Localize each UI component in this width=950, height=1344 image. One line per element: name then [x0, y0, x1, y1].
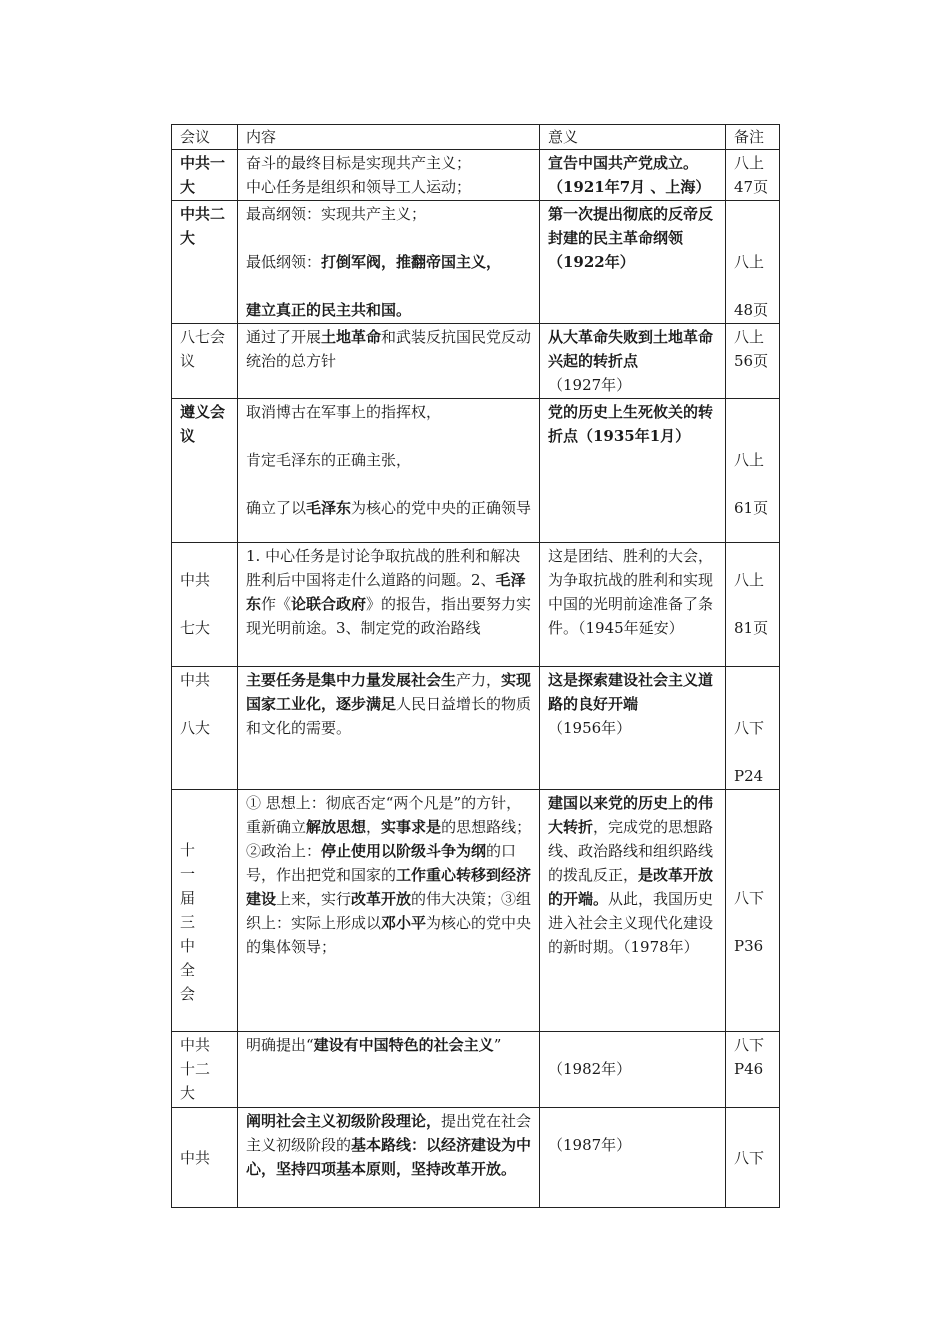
content-text: 的伟大决策；③组织上：实际上形成以 — [246, 890, 532, 932]
content-cell — [238, 150, 540, 201]
content-text: 1. 中心任务是讨论争取抗战的胜利和解决胜利后中国将走什么道路的问题。2、 — [246, 547, 521, 589]
content-line: 肯定毛泽东的正确主张， — [246, 451, 412, 469]
table-row — [172, 667, 780, 790]
content-text: 的思想路线；②政治上： — [246, 818, 532, 860]
meeting-cell — [172, 667, 238, 790]
notes-cell — [726, 1108, 780, 1208]
significance-year: （1982年） — [548, 1060, 632, 1078]
note-line: 八上 — [734, 451, 765, 469]
note-line: 56页 — [734, 352, 769, 370]
header-meeting: 会议 — [172, 125, 238, 150]
significance-text: ，完成党的思想路线、政治路线和组织路线的拨乱反正， — [548, 818, 714, 884]
meeting-cell — [172, 543, 238, 667]
table-row — [172, 150, 780, 201]
content-emphasis: 改革开放 — [351, 890, 412, 908]
significance-cell: 宣告中国共产党成立。（1921年7月 、上海） — [540, 150, 726, 201]
content-emphasis: 实事求是 — [381, 818, 442, 836]
content-line: 最高纲领：实现共产主义； — [246, 205, 427, 223]
content-emphasis: 基本路线 — [351, 1136, 412, 1154]
content-text: 》的报告，指出要努力实现光明前途。3、制定党的政治路线 — [246, 595, 532, 637]
content-emphasis: 毛泽东 — [246, 571, 526, 613]
notes-cell — [726, 324, 780, 399]
content-text: 的口号，作出把党和国家的 — [246, 842, 517, 884]
note-line: 61页 — [734, 499, 769, 517]
significance-cell: 第一次提出彻底的反帝反封建的民主革命纲领 （1922年） — [540, 201, 726, 324]
note-line: 48页 — [734, 301, 769, 319]
meeting-line: 八大 — [180, 719, 211, 737]
content-cell — [238, 201, 540, 324]
content-text: 为核心的党中央的集体领导； — [246, 914, 532, 956]
notes-cell — [726, 790, 780, 1032]
note-line: P24 — [734, 767, 764, 785]
content-text: ” — [493, 1036, 502, 1054]
header-content: 内容 — [238, 125, 540, 150]
content-emphasis: 打倒军阀，推翻帝国主义， — [321, 253, 502, 271]
note-line: P36 — [734, 937, 764, 955]
meeting-cell: 中共一大 — [172, 150, 238, 201]
meeting-line: 七大 — [180, 619, 211, 637]
content-text: 确立了以 — [246, 499, 307, 517]
content-emphasis: 土地革命 — [321, 328, 382, 346]
content-text: 通过了开展 — [246, 328, 322, 346]
content-line: 取消博古在军事上的指挥权， — [246, 403, 442, 421]
significance-year: （1987年） — [548, 1136, 632, 1154]
content-emphasis: 毛泽东 — [306, 499, 352, 517]
significance-cell — [540, 667, 726, 790]
content-emphasis: 停止使用以阶级斗争为纲 — [321, 842, 487, 860]
table-row — [172, 543, 780, 667]
table-row — [172, 790, 780, 1032]
table-row — [172, 399, 780, 543]
significance-emphasis: 这是探索建设社会主义道路的良好开端 — [548, 671, 714, 713]
table-row — [172, 1032, 780, 1108]
header-significance: 意义 — [540, 125, 726, 150]
content-cell — [238, 790, 540, 1032]
content-text: ① 思想上：彻底否定“两个凡是”的方针，重新确立 — [246, 794, 522, 836]
header-row — [172, 125, 780, 150]
meeting-line: 中共 — [180, 571, 211, 589]
note-line: 八上 — [734, 571, 765, 589]
content-emphasis: 建设有中国特色的社会主义 — [313, 1036, 494, 1054]
content-emphasis: 阐明社会主义初级阶段理论， — [246, 1112, 442, 1130]
notes-cell — [726, 667, 780, 790]
content-line — [246, 250, 533, 274]
note-line: 八上 — [734, 154, 765, 172]
content-text: 为核心的党中央的正确领导 — [351, 499, 532, 517]
content-emphasis: 论联合政府 — [291, 595, 367, 613]
content-text: 人民日益增长的物质和文化的需要。 — [246, 695, 532, 737]
content-cell — [238, 543, 540, 667]
cpc-meetings-table — [171, 124, 780, 1208]
table-row — [172, 201, 780, 324]
significance-emphasis: 是改革开放的开端。 — [548, 866, 714, 908]
significance-emphasis: 建国以来党的历史上的伟大转折 — [548, 794, 714, 836]
significance-emphasis: 从大革命失败到土地革命兴起的转折点 — [548, 328, 714, 370]
content-line: 中心任务是组织和领导工人运动； — [246, 178, 472, 196]
content-text: 产力， — [456, 671, 502, 689]
content-text: 作《 — [261, 595, 292, 613]
significance-cell — [540, 1032, 726, 1108]
meeting-text: 中共 — [180, 1148, 211, 1167]
content-cell — [238, 399, 540, 543]
note-line: 八上 — [734, 328, 765, 346]
content-text: 提出党在社会主义初级阶段的 — [246, 1112, 532, 1154]
meeting-cell — [172, 1108, 238, 1208]
content-emphasis: 邓小平 — [381, 914, 427, 932]
meeting-text: 中共十二大 — [180, 1036, 211, 1102]
note-line: 47页 — [734, 178, 769, 196]
notes-cell — [726, 1032, 780, 1108]
header-notes: 备注 — [726, 125, 780, 150]
meeting-cell: 八七会议 — [172, 324, 238, 399]
content-emphasis: 工作重心转移到经济建设 — [246, 866, 532, 908]
significance-year: （1927年） — [548, 376, 632, 394]
note-line: 八上 — [734, 253, 765, 271]
meeting-line: 中共 — [180, 671, 211, 689]
content-text: 明确提出“ — [246, 1036, 314, 1054]
content-emphasis: 实现国家工业化，逐步满足 — [246, 671, 532, 713]
significance-text: 从此，我国历史进入社会主义现代化建设的新时期。（1978年） — [548, 890, 714, 956]
meeting-cell — [172, 790, 238, 1032]
content-cell — [238, 667, 540, 790]
meeting-cell: 中共二大 — [172, 201, 238, 324]
content-emphasis: ：以经济建设为中心，坚持四项基本原则，坚持改革开放。 — [246, 1136, 532, 1178]
meeting-cell — [172, 1032, 238, 1108]
significance-cell — [540, 790, 726, 1032]
table-row — [172, 324, 780, 399]
content-cell — [238, 1108, 540, 1208]
content-text: 和武装反抗国民党反动统治的总方针 — [246, 328, 532, 370]
table-row — [172, 1108, 780, 1208]
content-emphasis: 解放思想 — [306, 818, 367, 836]
content-line — [246, 496, 533, 520]
meeting-text: 十一届三中全会 — [180, 841, 196, 1003]
notes-cell — [726, 150, 780, 201]
significance-cell: 这是团结、胜利的大会，为争取抗战的胜利和实现中国的光明前途准备了条件。（1945年延安） — [540, 543, 726, 667]
significance-cell: 党的历史上生死攸关的转折点（1935年1月） — [540, 399, 726, 543]
content-cell — [238, 1032, 540, 1108]
significance-cell — [540, 324, 726, 399]
note-line: 81页 — [734, 619, 769, 637]
content-text: ， — [366, 818, 382, 836]
meeting-cell: 遵义会议 — [172, 399, 238, 543]
note-line: 八下 — [734, 719, 765, 737]
content-text: 上来，实行 — [276, 890, 352, 908]
content-line: 建立真正的民主共和国。 — [246, 301, 412, 319]
content-line: 奋斗的最终目标是实现共产主义； — [246, 154, 472, 172]
note-text: 八下P46 — [734, 1036, 765, 1078]
content-cell — [238, 324, 540, 399]
content-emphasis: 主要任务是集中力量发展社会生 — [246, 671, 457, 689]
note-text: 八下 — [734, 1148, 765, 1167]
significance-year: （1956年） — [548, 719, 632, 737]
notes-cell — [726, 201, 780, 324]
note-line: 八下 — [734, 889, 765, 907]
significance-cell — [540, 1108, 726, 1208]
content-text: 最低纲领： — [246, 253, 322, 271]
notes-cell — [726, 543, 780, 667]
notes-cell — [726, 399, 780, 543]
